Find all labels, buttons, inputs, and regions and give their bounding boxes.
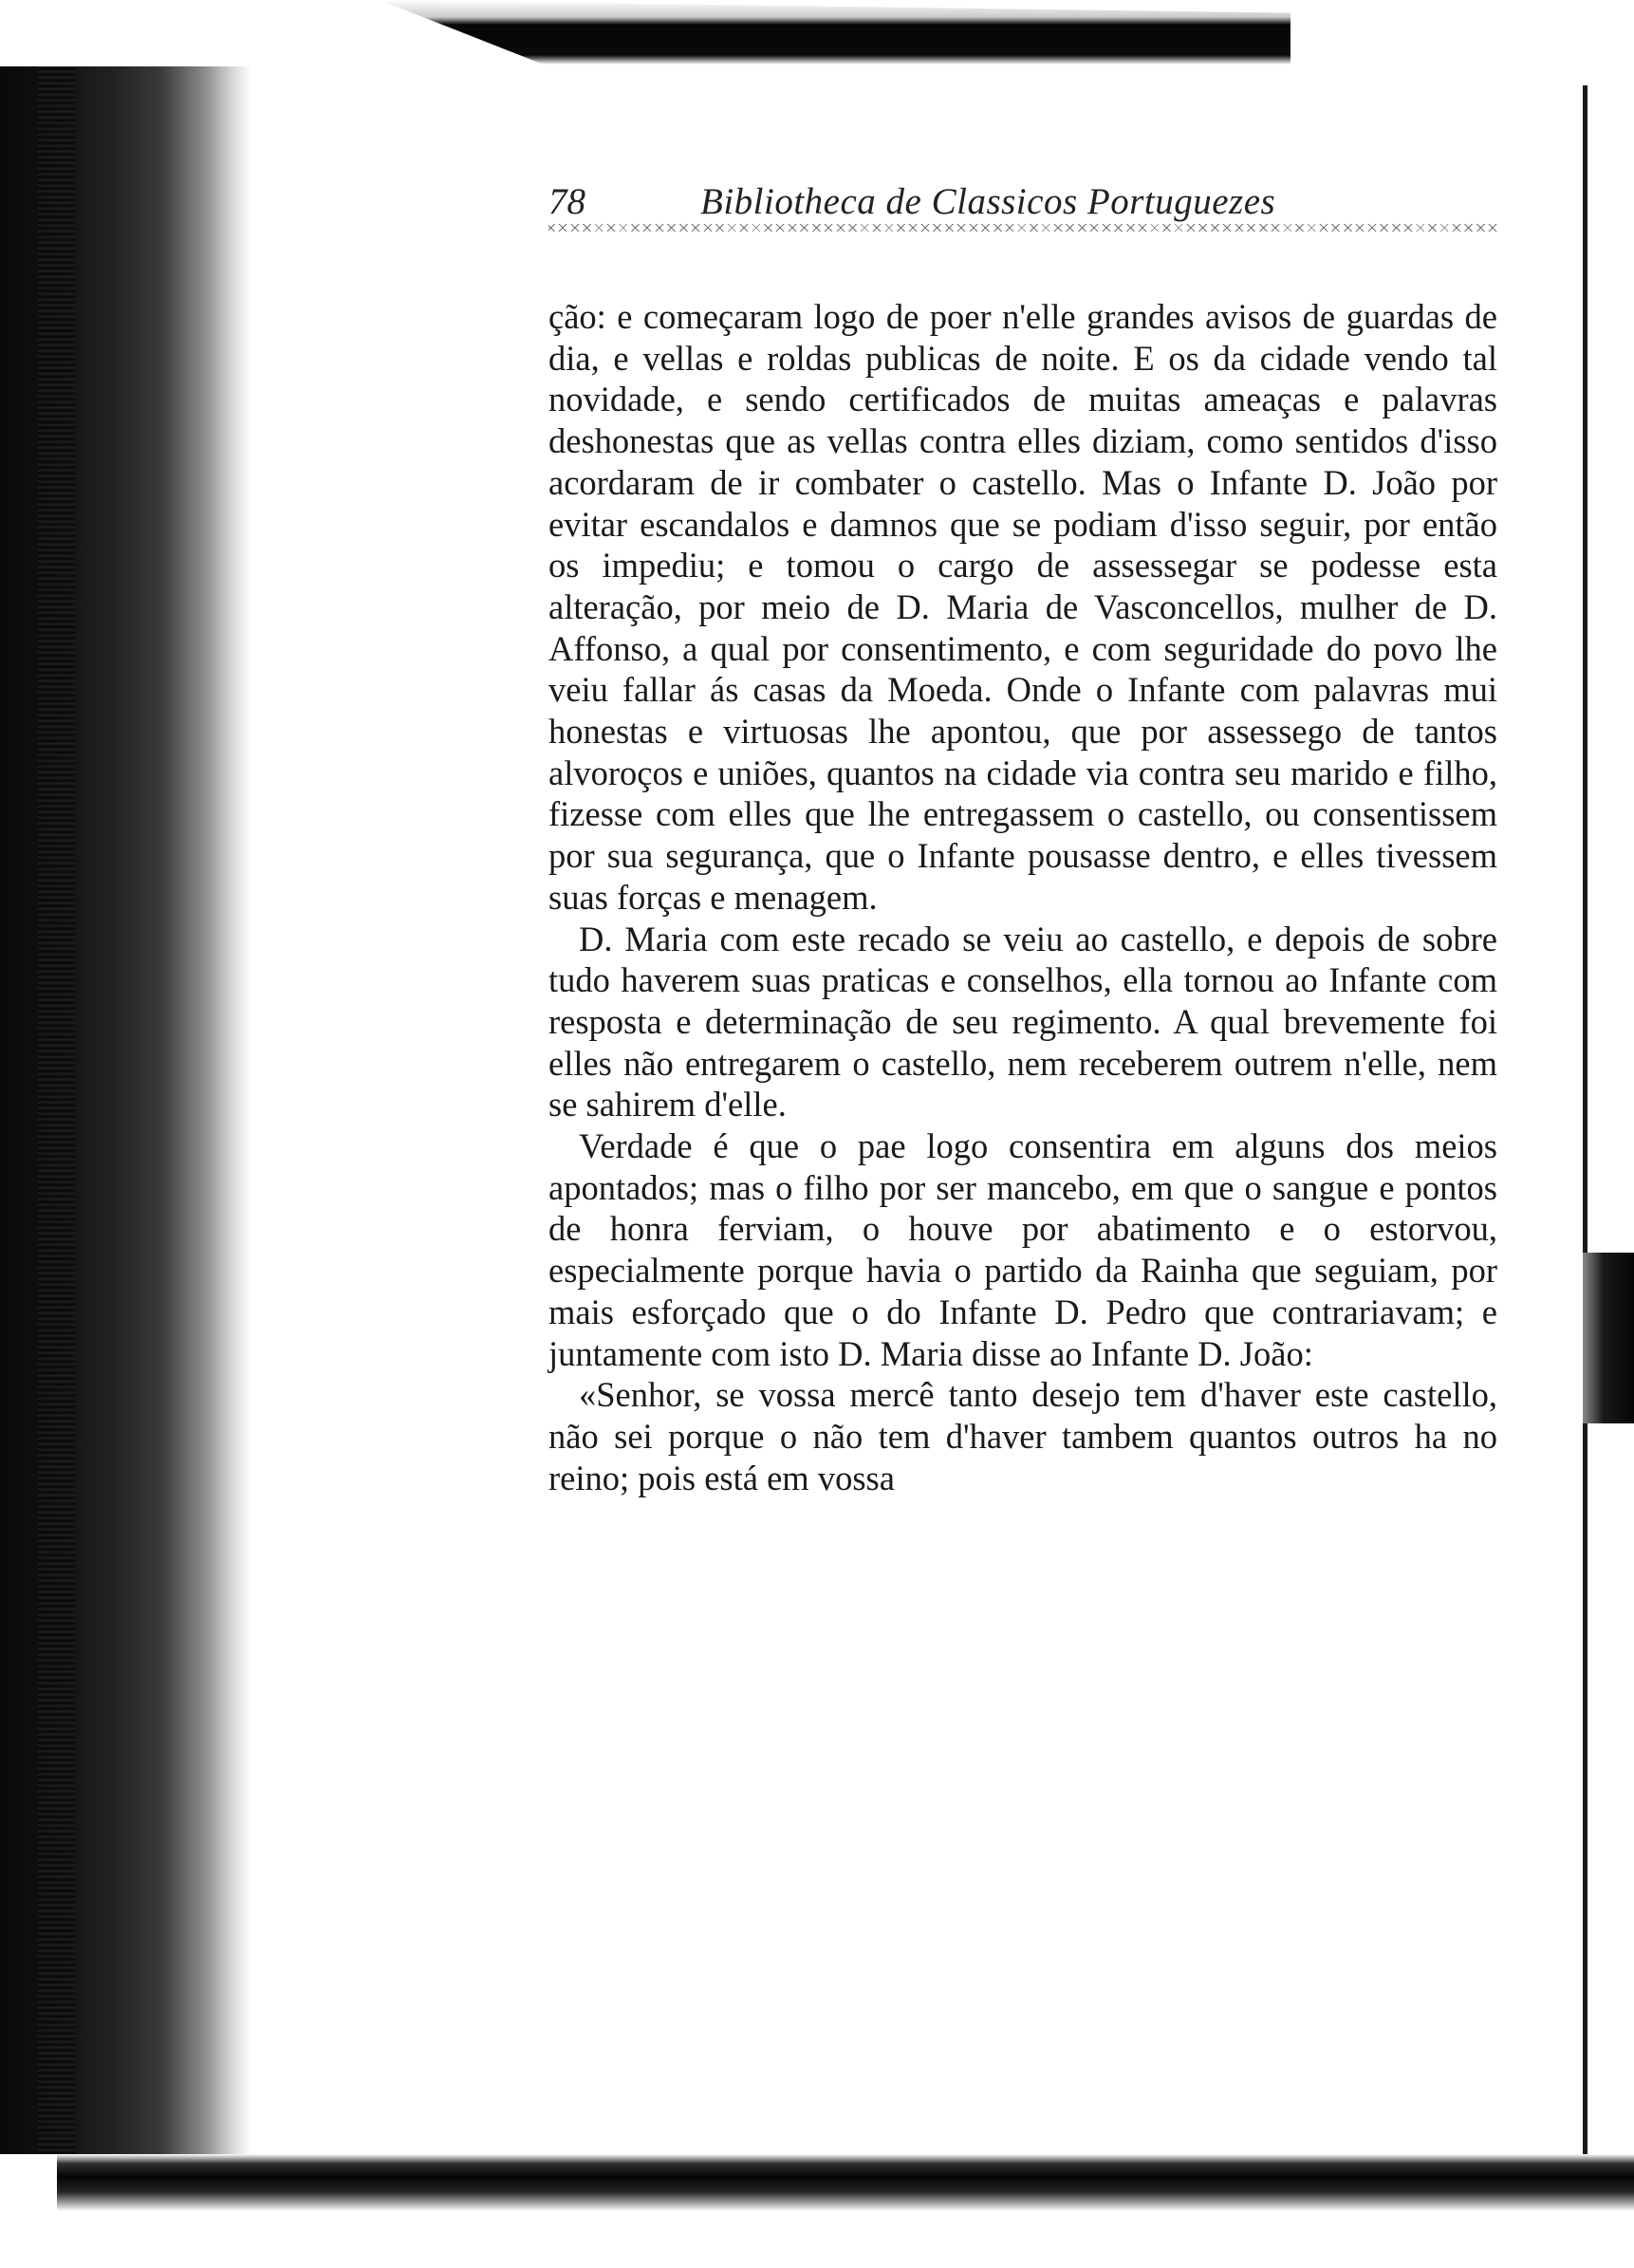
scan-shadow-top [380,0,1290,65]
scan-shadow-bottom [57,2154,1634,2211]
page-number: 78 [548,181,585,222]
paragraph-4: «Senhor, se vossa mercê tanto desejo tem d'haver este castello, não sei porque o não tem d'haver tambem quantos outros ha no reino; pois está em vossa [548,1375,1497,1497]
paragraph-2: D. Maria com este recado se veiu ao castello, e depois de sobre tudo haverem suas praticas e conselhos, ella tornou ao Infante com resposta e determinação de seu regimento. A qual brevemente foi elles não entregarem o castello, nem receberem outrem n'elle, nem se sahirem d'elle. [548,919,1497,1125]
book-page [548,171,1497,1498]
running-head [548,171,1497,228]
scan-edge-right [1583,85,1588,2154]
running-title: Bibliotheca de Classicos Portuguezes [700,181,1276,222]
scan-shadow-right-tab [1583,1253,1634,1423]
header-wavy-rule [548,224,1497,232]
paragraph-3: Verdade é que o pae logo consentira em alguns dos meios apontados; mas o filho por ser mancebo, em que o sangue e pontos de honra ferviam, o houve por abatimento e o estorvou, especialmente porque havia o partido da Rainha que seguiam, por mais esforçado que o do Infante D. Pedro que contrariavam; e juntamente com isto D. Maria disse ao Infante D. João: [548,1126,1497,1373]
body-text [548,296,1497,1498]
scan-shadow-left-stripe [38,66,76,2154]
paragraph-1: ção: e começaram logo de poer n'elle grandes avisos de guardas de dia, e vellas e roldas publicas de noite. E os da cidade vendo tal novidade, e sendo certificados de muitas ameaças e palavras deshonestas que as vellas contra elles diziam, como sentidos d'isso acordaram de ir combater o castello. Mas o Infante D. João por evitar escandalos e damnos que se podiam d'isso seguir, por então os impediu; e tomou o cargo de assessegar se podesse esta alteração, por meio de D. Maria de Vasconcellos, mulher de D. Affonso, a qual por consentimento, e com seguridade do povo lhe veiu fallar ás casas da Moeda. Onde o Infante com palavras mui honestas e virtuosas lhe apontou, que por assessego de tantos alvoroços e uniões, quantos na cidade via contra seu marido e filho, fizesse com elles que lhe entregassem o castello, ou consentissem por sua segurança, que o Infante pousasse dentro, e elles tivessem suas forças e menagem. [548,297,1497,917]
